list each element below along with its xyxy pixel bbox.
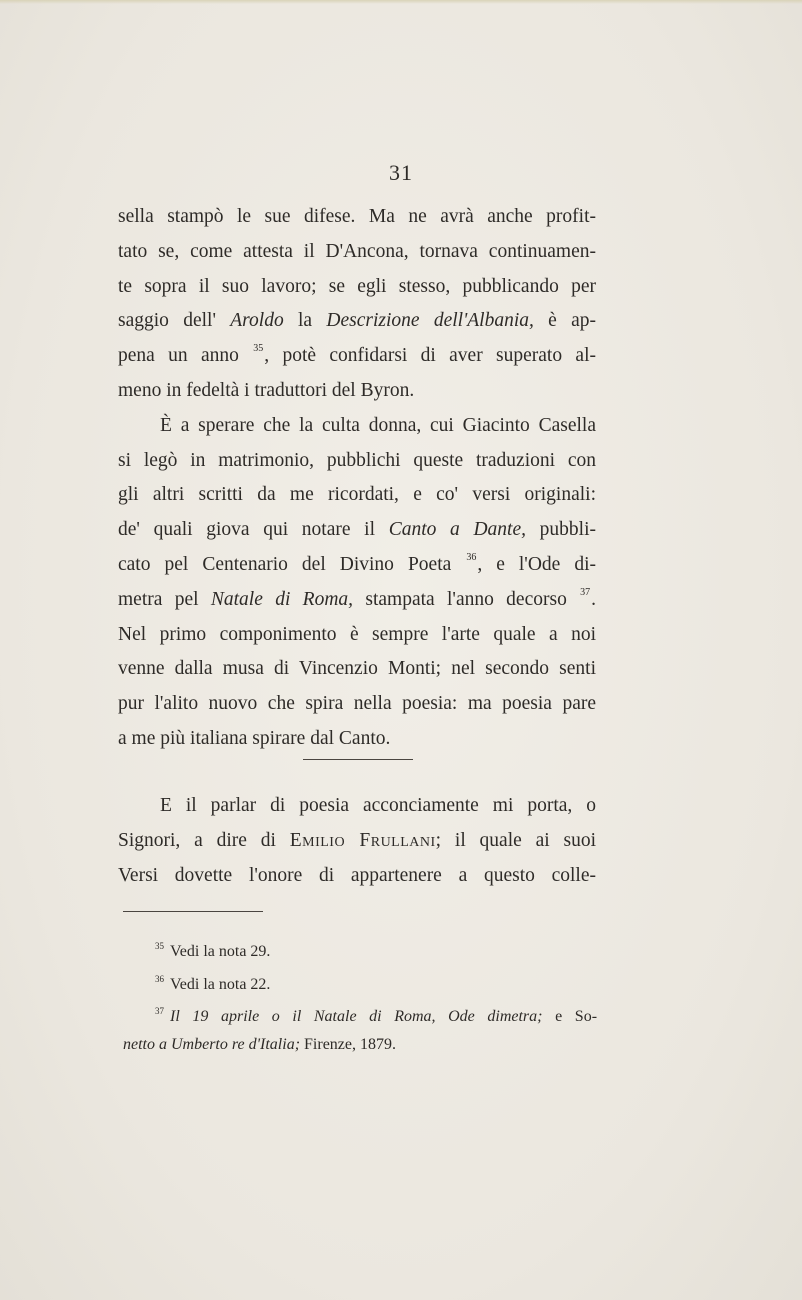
main-text [118, 200, 596, 757]
work-title-aroldo: Aroldo [230, 310, 284, 332]
text-line [118, 824, 596, 859]
text-run: stampata l'anno decorso [365, 588, 567, 610]
footnote-text: e So- [555, 1008, 598, 1025]
text-run: cato pel Centenario del Divino Poeta [118, 553, 452, 575]
text-line: te sopra il suo lavoro; se egli stesso, pubblicando per [118, 275, 596, 297]
work-title-canto: Canto a Dante, [388, 519, 526, 541]
text-run: . [591, 588, 597, 610]
footnote-number: 35 [155, 941, 164, 951]
footnotes [123, 933, 597, 1058]
footnote-36 [123, 966, 597, 999]
text-line: Versi dovette l'onore di appartenere a questo colle- [118, 864, 596, 886]
page-number: 31 [389, 160, 413, 185]
text-line: sella stampò le sue difese. Ma ne avrà anche profit- [118, 206, 596, 227]
section-text [118, 789, 596, 893]
text-line [118, 583, 596, 618]
text-line: gli altri scritti da me ricordati, e co' versi originali: [118, 484, 596, 506]
text-line [118, 339, 596, 374]
footnote-text: Firenze, 1879. [304, 1035, 397, 1053]
footnote-37-cont [123, 1031, 597, 1059]
text-line: E il parlar di poesia acconciamente mi porta, o [160, 795, 596, 816]
text-run: , potè confidarsi di aver superato al- [264, 345, 597, 367]
text-line [118, 513, 596, 548]
text-run: de' quali giova qui notare il [118, 519, 376, 541]
footnote-ref: 36 [466, 551, 477, 563]
text-line: È a sperare che la culta donna, cui Giacinto Casella [160, 414, 596, 436]
footnote-35 [123, 933, 597, 966]
footnote-text: Vedi la nota 29. [170, 943, 271, 960]
text-line: pur l'alito nuovo che spira nella poesia: ma poesia pare [118, 693, 596, 715]
text-line: tato se, come attesta il D'Ancona, tornava continuamen- [118, 240, 596, 262]
footnote-number: 36 [155, 973, 164, 984]
page-edge [0, 0, 802, 4]
text-run: pubbli- [539, 519, 596, 541]
text-line: meno in fedeltà i traduttori del Byron. [118, 379, 415, 401]
footnote-text: netto a Umberto re d'Italia; [123, 1035, 301, 1053]
text-run: è ap- [548, 310, 597, 332]
text-line: Nel primo componimento è sempre l'arte quale a noi [118, 623, 596, 645]
text-line [118, 304, 596, 339]
author-name: Emilio Frullani [289, 829, 436, 851]
footnote-text: Vedi la nota 22. [170, 975, 271, 993]
work-title-natale: Natale di Roma, [210, 588, 354, 610]
text-run: ; il quale ai suoi [435, 829, 596, 851]
footnote-37 [123, 998, 597, 1031]
text-line [118, 548, 596, 583]
text-line: a me più italiana spirare dal Canto. [118, 727, 391, 749]
footnote-ref: 35 [253, 343, 264, 355]
section-divider [303, 759, 413, 760]
footnote-ref: 37 [580, 586, 591, 598]
text-run: pena un anno [118, 345, 239, 367]
text-line: si legò in matrimonio, pubblichi queste traduzioni con [118, 449, 596, 471]
footnote-text: Il 19 aprile o il Natale di Roma, Ode dimetra; [170, 1008, 543, 1025]
text-line: venne dalla musa di Vincenzio Monti; nel secondo senti [118, 658, 596, 680]
work-title-descrizione: Descrizione dell'Albania, [326, 310, 534, 332]
text-run: Signori, a dire di [118, 829, 276, 851]
text-run: saggio dell' [118, 310, 216, 332]
text-run: , e l'Ode di- [477, 553, 596, 575]
text-run: la [298, 310, 313, 332]
text-run: metra pel [118, 588, 199, 610]
footnote-number: 37 [155, 1006, 164, 1016]
footnote-separator [123, 911, 263, 912]
